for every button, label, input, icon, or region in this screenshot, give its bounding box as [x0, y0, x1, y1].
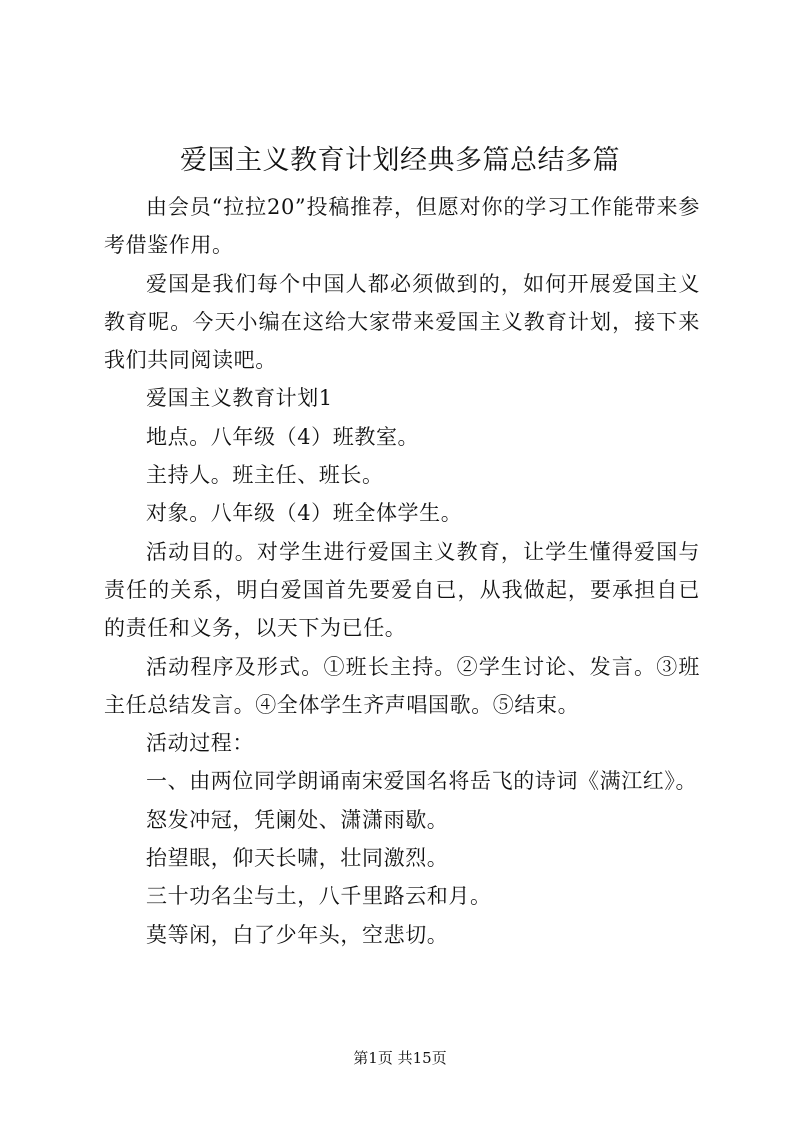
paragraph-process-heading: 活动过程：: [146, 731, 254, 756]
paragraph-audience: 对象。八年级（4）班全体学生。: [146, 501, 463, 526]
document-title: 爱国主义教育计划经典多篇总结多篇: [180, 145, 620, 176]
section-heading: 爱国主义教育计划1: [146, 386, 333, 411]
paragraph-procedure: 活动程序及形式。①班长主持。②学生讨论、发言。③班主任总结发言。④全体学生齐声唱国歌。⑤结束。: [104, 654, 700, 717]
paragraph-opening: 爱国是我们每个中国人都必须做到的，如何开展爱国主义教育呢。今天小编在这给大家带来爱国主义教育计划，接下来我们共同阅读吧。: [104, 271, 700, 373]
poem-line: 莫等闲，白了少年头，空悲切。: [146, 922, 449, 947]
paragraph-location: 地点。八年级（4）班教室。: [146, 424, 420, 449]
poem-line: 怒发冲冠，凭阑处、潇潇雨歇。: [146, 807, 449, 832]
page-number-footer: 第1页 共15页: [353, 1049, 447, 1067]
paragraph-purpose: 活动目的。对学生进行爱国主义教育，让学生懂得爱国与责任的关系，明白爱国首先要爱自已，从我做起，要承担自已的责任和义务，以天下为已任。: [104, 539, 700, 641]
paragraph-intro: 由会员“拉拉20”投稿推荐，但愿对你的学习工作能带来参考借鉴作用。: [104, 195, 700, 258]
poem-line: 抬望眼，仰天长啸，壮同激烈。: [146, 846, 449, 871]
document-body: [104, 188, 700, 954]
paragraph-process-step-1: 一、由两位同学朗诵南宋爱国名将岳飞的诗词《满江红》。: [146, 769, 698, 794]
paragraph-host: 主持人。班主任、班长。: [146, 463, 384, 488]
poem-line: 三十功名尘与土，八千里路云和月。: [146, 884, 492, 909]
